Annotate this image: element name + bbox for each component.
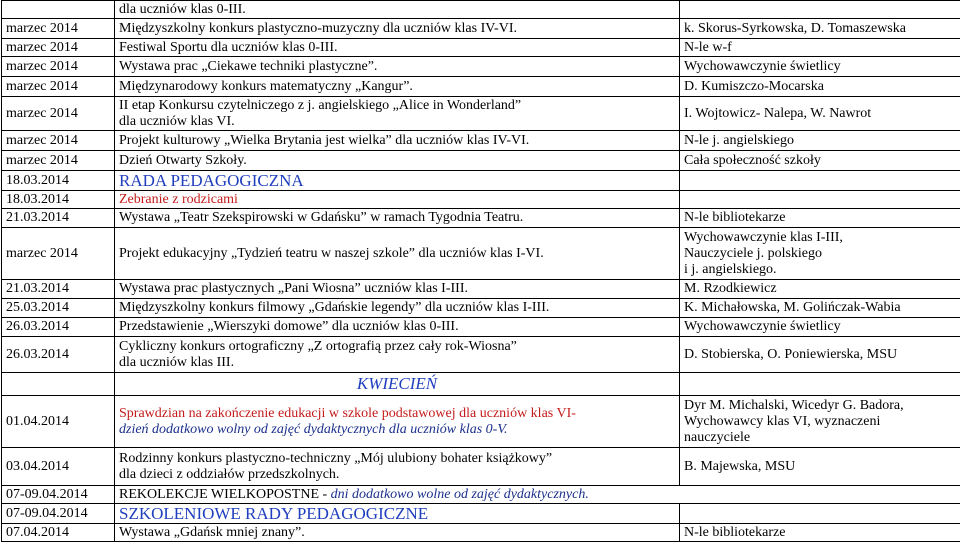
table-row <box>2 504 960 524</box>
responsible-cell: N-le w-f <box>680 39 960 57</box>
responsible-cell <box>680 171 960 191</box>
responsible-cell: Wychowawczynie świetlicy <box>680 318 960 337</box>
responsible-cell <box>680 396 960 448</box>
date-cell: marzec 2014 <box>2 151 115 171</box>
responsible-cell: K. Michałowska, M. Golińczak-Wabia <box>680 299 960 318</box>
responsible-line: Wychowawczynie klas I-III, <box>684 229 843 245</box>
event-cell: RADA PEDAGOGICZNA <box>115 171 680 191</box>
event-cell: Wystawa prac „Ciekawe techniki plastyczne”. <box>115 57 680 77</box>
table-row <box>2 280 960 299</box>
table-row <box>2 1 960 19</box>
responsible-cell <box>680 191 960 209</box>
responsible-line: nauczyciele <box>684 429 751 445</box>
event-cell: Festiwal Sportu dla uczniów klas 0-III. <box>115 39 680 57</box>
event-cell <box>115 337 680 373</box>
event-line: dla uczniów klas VI. <box>119 113 235 129</box>
event-cell: Dzień Otwarty Szkoły. <box>115 151 680 171</box>
date-cell: marzec 2014 <box>2 57 115 77</box>
date-cell: 26.03.2014 <box>2 318 115 337</box>
event-cell: Zebranie z rodzicami <box>115 191 680 209</box>
date-cell: marzec 2014 <box>2 39 115 57</box>
event-cell: Wystawa prac plastycznych „Pani Wiosna” uczniów klas I-III. <box>115 280 680 299</box>
table-row <box>2 209 960 228</box>
responsible-cell <box>680 504 960 524</box>
date-cell: 26.03.2014 <box>2 337 115 373</box>
responsible-cell: D. Kumiszczo-Mocarska <box>680 77 960 97</box>
schedule-table <box>1 0 960 542</box>
event-cell: SZKOLENIOWE RADY PEDAGOGICZNE <box>115 504 680 524</box>
date-cell: 21.03.2014 <box>2 280 115 299</box>
responsible-cell: k. Skorus-Syrkowska, D. Tomaszewska <box>680 19 960 39</box>
date-cell: marzec 2014 <box>2 228 115 280</box>
table-row <box>2 448 960 486</box>
responsible-cell: D. Stobierska, O. Poniewierska, MSU <box>680 337 960 373</box>
table-row <box>2 228 960 280</box>
responsible-cell <box>680 228 960 280</box>
event-cell: Międzyszkolny konkurs filmowy „Gdańskie legendy” dla uczniów klas I-III. <box>115 299 680 318</box>
table-row <box>2 131 960 151</box>
date-cell: 25.03.2014 <box>2 299 115 318</box>
responsible-line: Wychowawcy klas VI, wyznaczeni <box>684 413 881 429</box>
responsible-line: i j. angielskiego. <box>684 261 777 277</box>
event-cell: Wystawa „Gdańsk mniej znany”. <box>115 524 680 542</box>
responsible-cell <box>680 1 960 19</box>
table-row <box>2 97 960 131</box>
event-cell <box>115 486 960 504</box>
event-text: REKOLEKCJE WIELKOPOSTNE - <box>119 486 328 502</box>
date-cell <box>2 1 115 19</box>
responsible-cell: N-le j. angielskiego <box>680 131 960 151</box>
date-cell: 07-09.04.2014 <box>2 486 115 504</box>
table-row <box>2 396 960 448</box>
table-row <box>2 318 960 337</box>
date-cell: 07.04.2014 <box>2 524 115 542</box>
date-cell: 18.03.2014 <box>2 191 115 209</box>
table-row <box>2 524 960 542</box>
event-cell: Międzyszkolny konkurs plastyczno-muzyczny dla uczniów klas IV-VI. <box>115 19 680 39</box>
responsible-line: Nauczyciele j. polskiego <box>684 245 823 261</box>
event-cell: Przedstawienie „Wierszyki domowe” dla uczniów klas 0-III. <box>115 318 680 337</box>
date-cell <box>2 373 115 396</box>
date-cell: 21.03.2014 <box>2 209 115 228</box>
responsible-cell: Cała społeczność szkoły <box>680 151 960 171</box>
event-line: dzień dodatkowo wolny od zajęć dydaktycznych dla uczniów klas 0-V. <box>119 421 508 437</box>
table-row <box>2 19 960 39</box>
event-line: dla uczniów klas III. <box>119 354 235 370</box>
date-cell: 03.04.2014 <box>2 448 115 486</box>
date-cell: marzec 2014 <box>2 97 115 131</box>
responsible-cell: I. Wojtowicz- Nalepa, W. Nawrot <box>680 97 960 131</box>
date-cell: 01.04.2014 <box>2 396 115 448</box>
table-row <box>2 486 960 504</box>
event-line: dla dzieci z oddziałów przedszkolnych. <box>119 466 340 482</box>
date-cell: 18.03.2014 <box>2 171 115 191</box>
event-note: dni dodatkowo wolne od zajęć dydaktycznych. <box>330 486 589 502</box>
event-cell: Międzynarodowy konkurs matematyczny „Kangur”. <box>115 77 680 97</box>
event-cell <box>115 448 680 486</box>
event-cell: Wystawa „Teatr Szekspirowski w Gdańsku” w ramach Tygodnia Teatru. <box>115 209 680 228</box>
responsible-cell <box>680 373 960 396</box>
date-cell: marzec 2014 <box>2 131 115 151</box>
event-cell: Projekt kulturowy „Wielka Brytania jest wielka” dla uczniów klas IV-VI. <box>115 131 680 151</box>
month-heading: KWIECIEŃ <box>115 373 680 396</box>
event-line: Sprawdzian na zakończenie edukacji w szkole podstawowej dla uczniów klas VI- <box>119 405 576 421</box>
responsible-cell: Wychowawczynie świetlicy <box>680 57 960 77</box>
table-row <box>2 57 960 77</box>
table-row <box>2 39 960 57</box>
table-row <box>2 191 960 209</box>
date-cell: 07-09.04.2014 <box>2 504 115 524</box>
table-row <box>2 337 960 373</box>
event-cell: dla uczniów klas 0-III. <box>115 1 680 19</box>
responsible-cell: M. Rzodkiewicz <box>680 280 960 299</box>
table-row <box>2 373 960 396</box>
responsible-cell: B. Majewska, MSU <box>680 448 960 486</box>
event-line: II etap Konkursu czytelniczego z j. angielskiego „Alice in Wonderland” <box>119 97 522 113</box>
table-row <box>2 151 960 171</box>
table-row <box>2 77 960 97</box>
date-cell: marzec 2014 <box>2 19 115 39</box>
event-cell <box>115 97 680 131</box>
responsible-cell: N-le bibliotekarze <box>680 209 960 228</box>
responsible-cell: N-le bibliotekarze <box>680 524 960 542</box>
responsible-line: Dyr M. Michalski, Wicedyr G. Badora, <box>684 397 904 413</box>
date-cell: marzec 2014 <box>2 77 115 97</box>
table-row <box>2 171 960 191</box>
table-row <box>2 299 960 318</box>
event-line: Rodzinny konkurs plastyczno-techniczny „Mój ulubiony bohater książkowy” <box>119 450 553 466</box>
event-line: Cykliczny konkurs ortograficzny „Z ortografią przez cały rok-Wiosna” <box>119 338 517 354</box>
event-cell <box>115 396 680 448</box>
event-cell: Projekt edukacyjny „Tydzień teatru w naszej szkole” dla uczniów klas I-VI. <box>115 228 680 280</box>
